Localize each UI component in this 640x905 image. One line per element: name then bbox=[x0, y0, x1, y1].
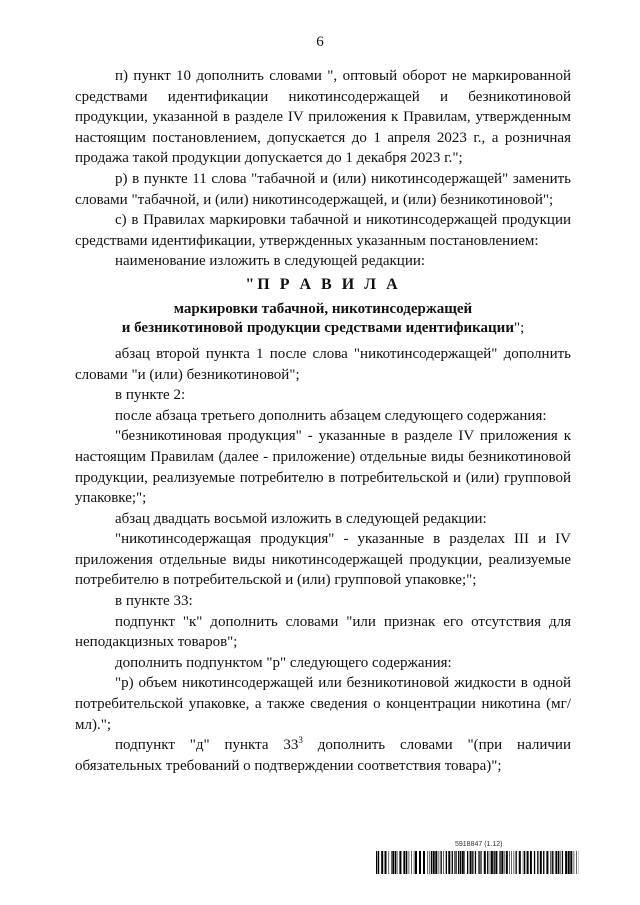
rules-subtitle-1: маркировки табачной, никотинсодержащей bbox=[173, 300, 473, 317]
paragraph-name-line: наименование изложить в следующей редакции: bbox=[115, 253, 426, 270]
paragraph-d-text-b: дополнить словами "(при наличии обязательных требований о подтверждении соответствия товара)"; bbox=[75, 737, 571, 774]
paragraph-point-2: в пункте 2: bbox=[115, 387, 186, 404]
document-body bbox=[75, 66, 571, 776]
page-number: 6 bbox=[316, 34, 324, 50]
paragraph-after-3: после абзаца третьего дополнить абзацем следующего содержания: bbox=[115, 407, 547, 424]
barcode-image bbox=[376, 851, 579, 874]
paragraph-s: с) в Правилах маркировки табачной и никотинсодержащей продукции средствами идентификации, утвержденных указанным постановлением: bbox=[75, 212, 571, 249]
rules-subtitle-2-text: и безникотиновой продукции средствами идентификации bbox=[121, 319, 514, 336]
document-code: 5918847 (1.12) bbox=[455, 841, 503, 848]
paragraph-r: р) в пункте 11 слова "табачной и (или) никотинсодержащей" заменить словами "табачной, и (или) никотинсодержащей, и (или) безникотиновой"; bbox=[75, 170, 571, 208]
paragraph-add-r: дополнить подпунктом "р" следующего содержания: bbox=[115, 654, 452, 671]
paragraph-r-obem: "р) объем никотинсодержащей или безникотиновой жидкости в одной потребительской упаковке, а также сведения о концентрации никотина (мг/мл)."; bbox=[75, 675, 571, 733]
paragraph-abzac-2: абзац второй пункта 1 после слова "никотинсодержащей" дополнить словами "и (или) безникотиновой"; bbox=[75, 345, 571, 383]
paragraph-d bbox=[75, 735, 571, 776]
paragraph-abzac-28: абзац двадцать восьмой изложить в следующей редакции: bbox=[115, 510, 487, 527]
rules-subtitle-2-tail: "; bbox=[513, 319, 525, 336]
paragraph-point-33: в пункте 33: bbox=[115, 593, 193, 610]
paragraph-d-superscript: 3 bbox=[298, 735, 303, 746]
paragraph-k: подпункт "к" дополнить словами "или признак его отсутствия для неподакцизных товаров"; bbox=[75, 613, 571, 651]
paragraph-d-text-a: подпункт "д" пункта 33 bbox=[115, 737, 299, 754]
rules-subtitle-2 bbox=[75, 319, 571, 338]
paragraph-p: п) пункт 10 дополнить словами ", оптовый оборот не маркированной средствами идентификации никотинсодержащей и безникотиновой продукции, указанной в разделе IV приложения к Правилам, утвержденным настоящим постановлением, допускается до 1 апреля 2023 г., а розничная продажа такой продукции допускается до 1 декабря 2023 г."; bbox=[75, 68, 571, 167]
paragraph-nikotin: "никотинсодержащая продукция" - указанные в разделах III и IV приложения отдельные виды никотинсодержащей продукции, реализуемые потребителю в потребительской и (или) групповой упаковке;"; bbox=[75, 531, 571, 589]
rules-title: "П Р А В И Л А bbox=[245, 275, 401, 293]
paragraph-beznikotin: "безникотиновая продукция" - указанные в разделе IV приложения к настоящим Правилам (далее - приложение) отдельные виды безникотиновой продукции, реализуемые потребителю в потребительской и (или) групповой упаковке;"; bbox=[75, 428, 571, 507]
